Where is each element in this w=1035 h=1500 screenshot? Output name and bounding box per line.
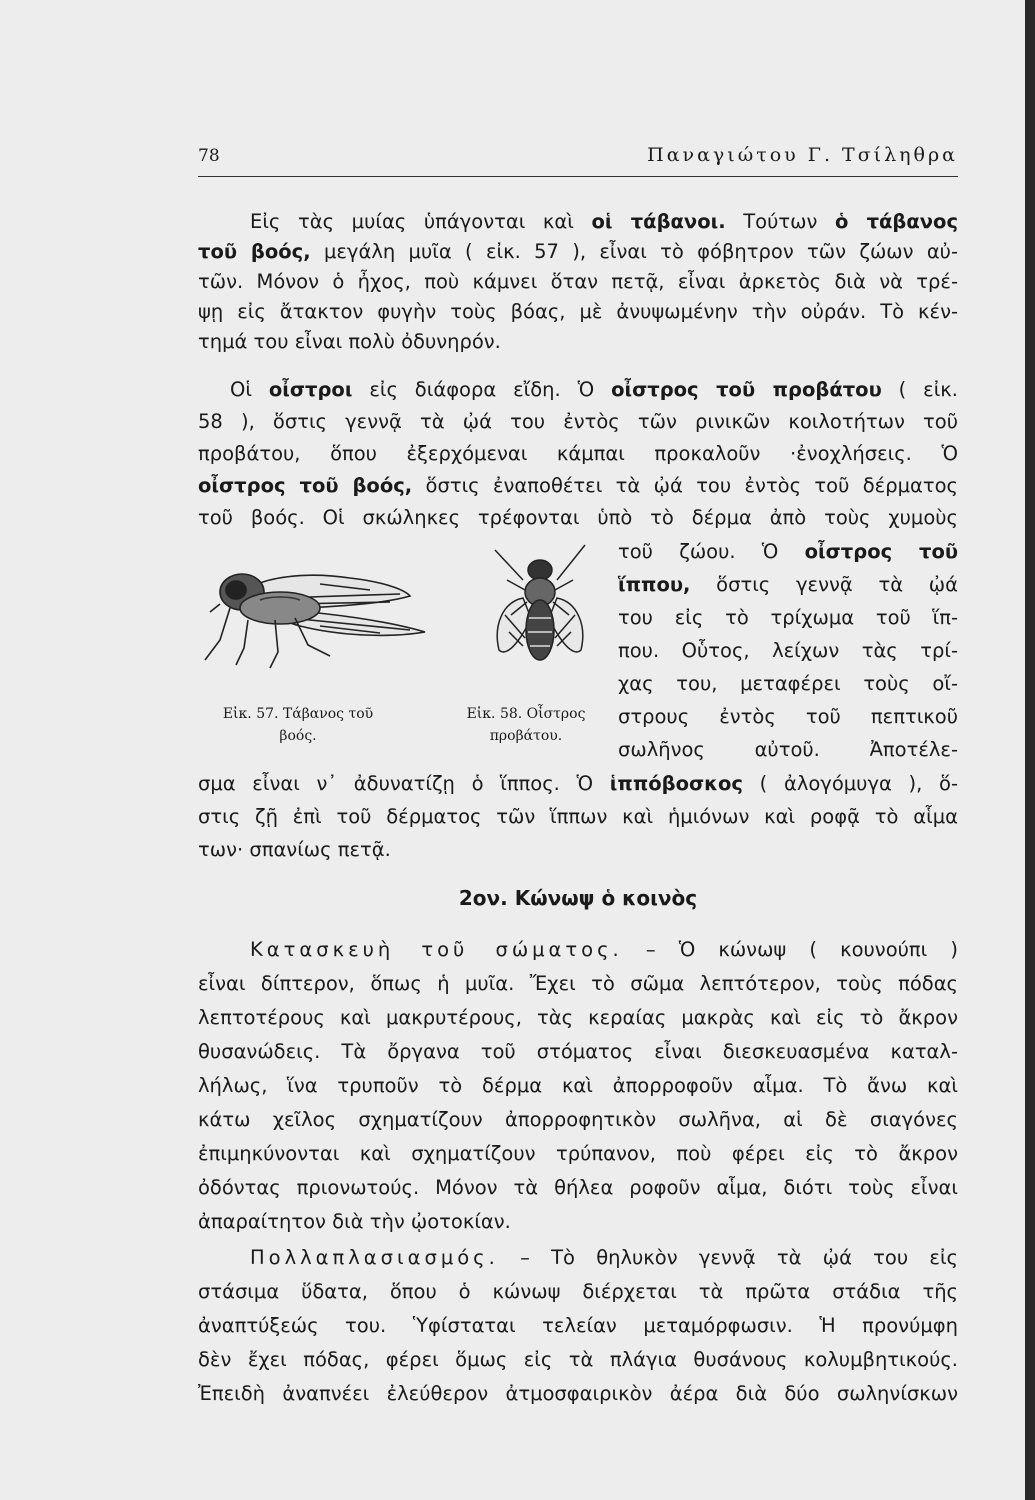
figure-58-caption bbox=[436, 703, 616, 747]
section-title: 2ον. Κώνωψ ὁ κοινὸς bbox=[458, 886, 698, 910]
caption-line: βοός. bbox=[279, 728, 317, 744]
text-line: χας του, μεταφέρει τοὺς οἴ- bbox=[618, 672, 958, 695]
caption-line: Εἰκ. 57. Τάβανος τοῦ bbox=[222, 706, 374, 722]
text-line: κάτω χεῖλος σχηματίζουν ἀπορροφητικὸν σωλῆνα, αἱ δὲ σιαγόνες bbox=[198, 1108, 958, 1131]
text-line: ἐπιμηκύνονται καὶ σχηματίζουν τρύπανον, ποὺ φέρει εἰς τὸ ἄκρον bbox=[198, 1142, 958, 1165]
text-line: ἀπαραίτητον διὰ τὴν ᾠοτοκίαν. bbox=[198, 1210, 511, 1233]
text-line: στις ζῇ ἐπὶ τοῦ δέρματος τῶν ἵππων καὶ ἡμιόνων καὶ ροφᾷ τὸ αἷμα bbox=[198, 805, 958, 828]
text-line: δὲν ἔχει πόδας, φέρει ὅμως εἰς τὰ πλάγια θυσάνους κολυμβητικούς. bbox=[198, 1348, 958, 1371]
figure-57-caption bbox=[198, 703, 398, 747]
text-line: τοῦ ζώου. Ὁ οἶστρος τοῦ bbox=[618, 540, 959, 563]
text-line: ὀδόντας πριονωτούς. Μόνον τὰ θήλεα ροφοῦν αἷμα, διότι τοὺς εἶναι bbox=[198, 1176, 958, 1199]
text-line: τοῦ βοός, μεγάλη μυῖα ( εἰκ. 57 ), εἶναι τὸ φόβητρον τῶν ζώων αὐ- bbox=[198, 240, 958, 263]
text-line: θυσανώδεις. Τὰ ὄργανα τοῦ στόματος εἶναι διεσκευασμένα καταλ- bbox=[198, 1040, 958, 1063]
text-line: σμα εἶναι ν᾿ ἀδυνατίζῃ ὁ ἵππος. Ὁ ἱππόβοσκος ( ἀλογόμυγα ), ὅ- bbox=[198, 772, 959, 795]
text-line: των· σπανίως πετᾷ. bbox=[198, 838, 391, 861]
running-head: Παναγιώτου Γ. Τσίληθρα bbox=[647, 144, 958, 166]
text-line: ψῃ εἰς ἄτακτον φυγὴν τοὺς βόας, μὲ ἀνυψωμένην τὴν οὐράν. Τὸ κέν- bbox=[198, 300, 958, 323]
caption-line: προβάτου. bbox=[489, 728, 563, 744]
text-line: τοῦ βοός. Οἱ σκώληκες τρέφονται ὑπὸ τὸ δέρμα ἀπὸ τοὺς χυμοὺς bbox=[198, 506, 958, 529]
text-line: στάσιμα ὕδατα, ὅπου ὁ κώνωψ διέρχεται τὰ πρῶτα στάδια τῆς bbox=[198, 1280, 958, 1303]
text-line: οἶστρος τοῦ βοός, ὅστις ἐναποθέτει τὰ ᾠά του ἐντὸς τοῦ δέρματος bbox=[198, 474, 958, 497]
figure-57-horsefly-illustration bbox=[200, 560, 440, 680]
text-line: Ἐπειδὴ ἀναπνέει ἐλεύθερον ἀτμοσφαιρικὸν ἀέρα διὰ δύο σωληνίσκων bbox=[198, 1382, 958, 1405]
text-line: λεπτοτέρους καὶ μακρυτέρους, τὰς κεραίας μακρὰς καὶ εἰς τὸ ἄκρον bbox=[198, 1006, 958, 1029]
scan-edge bbox=[1025, 0, 1035, 1500]
text-line: του εἰς τὸ τρίχωμα τοῦ ἵπ- bbox=[618, 606, 958, 629]
text-line: τῶν. Μόνον ὁ ἦχος, ποὺ κάμνει ὅταν πετᾷ, εἶναι ἀρκετὸς διὰ νὰ τρέ- bbox=[198, 270, 958, 293]
text-line: προβάτου, ὅπου ἐξερχόμεναι κάμπαι προκαλοῦν ·ἐνοχλήσεις. Ὁ bbox=[198, 442, 958, 465]
text-line: Πολλαπλασιασμός. – Τὸ θηλυκὸν γεννᾷ τὰ ᾠά του εἰς bbox=[250, 1246, 958, 1269]
text-line: που. Οὗτος, λείχων τὰς τρί- bbox=[618, 639, 958, 662]
text-line: 58 ), ὅστις γεννᾷ τὰ ᾠά του ἐντὸς τῶν ρινικῶν κοιλοτήτων τοῦ bbox=[198, 410, 958, 433]
caption-line: Εἰκ. 58. Οἶστρος bbox=[466, 706, 586, 722]
text-line: ἀναπτύξεώς του. Ὑφίσταται τελείαν μεταμόρφωσιν. Ἡ προνύμφη bbox=[198, 1314, 958, 1337]
text-line: Εἰς τὰς μυίας ὑπάγονται καὶ οἱ τάβανοι. Τούτων ὁ τάβανος bbox=[250, 210, 959, 233]
page-header bbox=[198, 140, 958, 177]
text-line: Κατασκευὴ τοῦ σώματος. – Ὁ κώνωψ ( κουνούπι ) bbox=[250, 938, 958, 961]
text-line: λήλως, ἵνα τρυποῦν τὸ δέρμα καὶ ἀπορροφοῦν αἷμα. Τὸ ἄνω καὶ bbox=[198, 1074, 958, 1097]
text-line: σωλῆνος αὐτοῦ. Ἀποτέλε- bbox=[618, 738, 958, 761]
text-line: ἵππου, ὅστις γεννᾷ τὰ ᾠά bbox=[618, 573, 958, 596]
figure-58-botfly-illustration bbox=[485, 540, 595, 690]
page-number: 78 bbox=[198, 146, 220, 166]
text-line: τημά του εἶναι πολὺ ὀδυνηρόν. bbox=[198, 330, 501, 353]
text-line: Οἱ οἶστροι εἰς διάφορα εἴδη. Ὁ οἶστρος τοῦ προβάτου ( εἰκ. bbox=[230, 378, 958, 401]
text-line: στρους ἐντὸς τοῦ πεπτικοῦ bbox=[618, 705, 958, 728]
text-line: εἶναι δίπτερον, ὅπως ἡ μυῖα. Ἔχει τὸ σῶμα λεπτότερον, τοὺς πόδας bbox=[198, 972, 958, 995]
